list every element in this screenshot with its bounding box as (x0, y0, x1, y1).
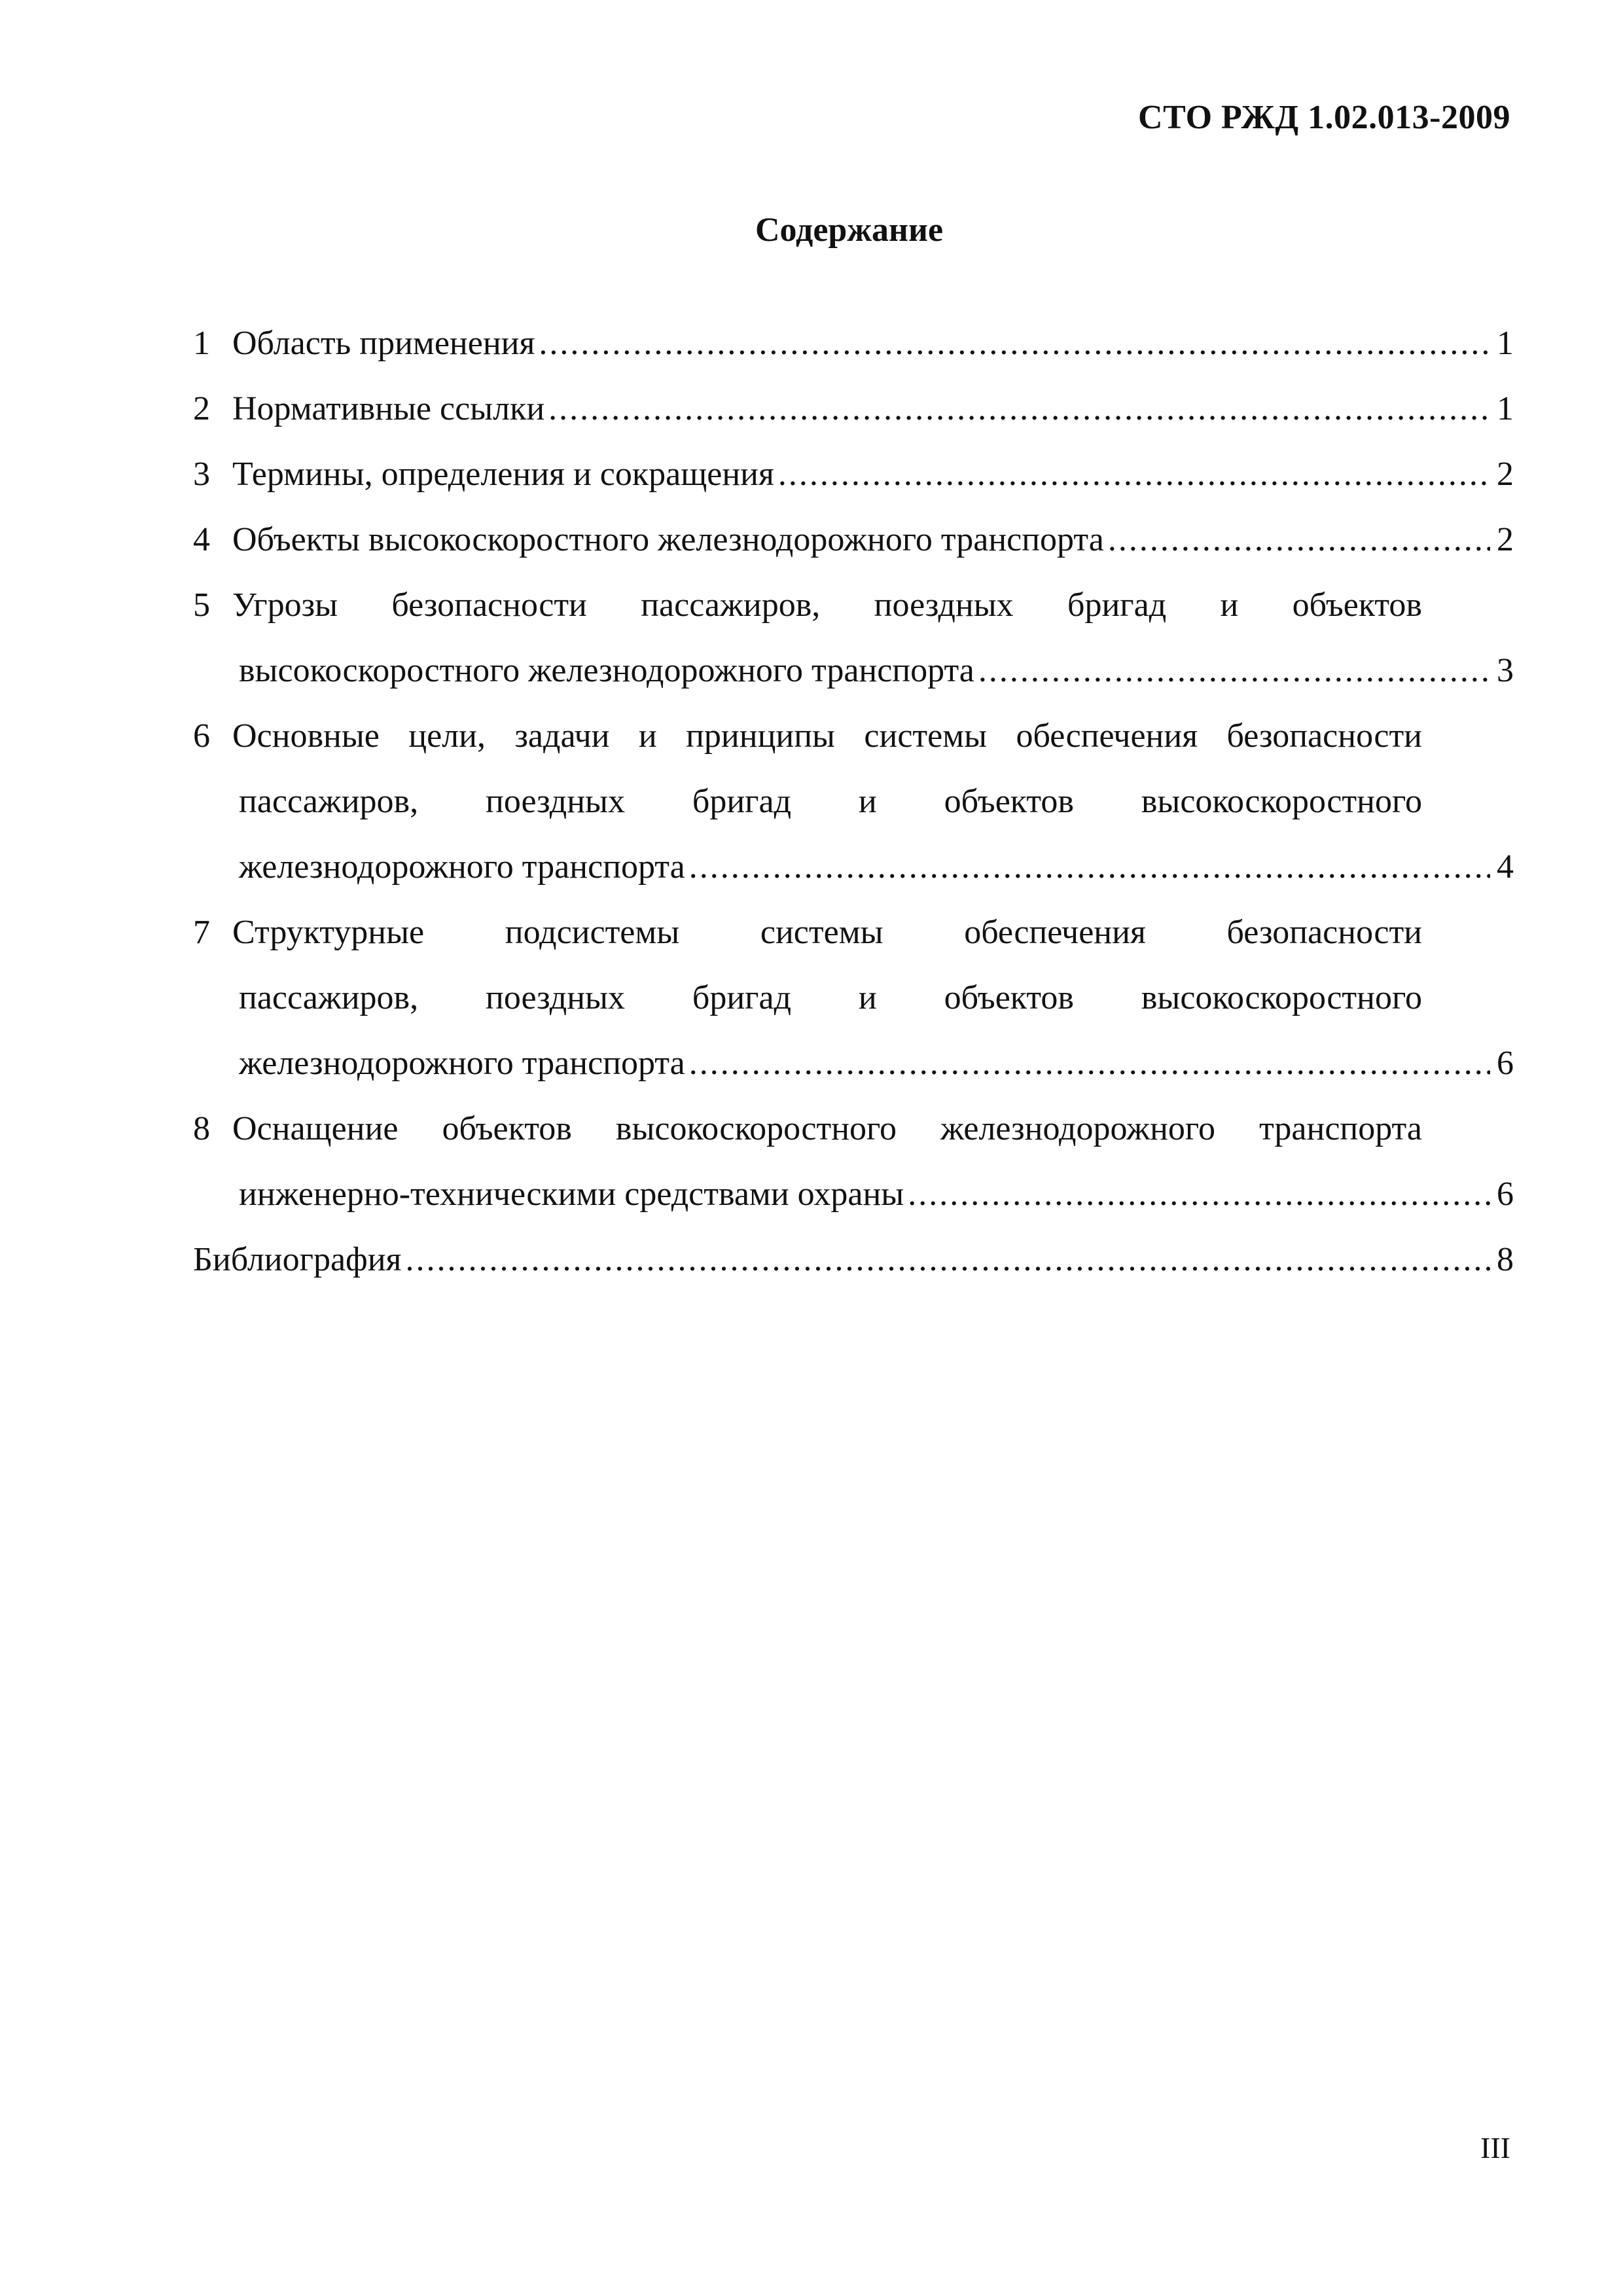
dot-leader (1108, 507, 1490, 573)
toc-entry-title-line: пассажиров, поездных бригад и объектов высокоскоростного (239, 979, 1422, 1016)
toc-entry-title-line: Угрозы безопасности пассажиров, поездных бригад и объектов (232, 586, 1422, 624)
toc-entry-title-line: железнодорожного транспорта (239, 848, 685, 886)
toc-entry-page: 2 (1497, 456, 1514, 493)
toc-entry-number: 6 (193, 717, 210, 755)
toc-entry-3[interactable] (193, 442, 1514, 507)
dot-leader (539, 311, 1490, 376)
toc-entry-number: 4 (193, 521, 210, 558)
toc-entry-1[interactable] (193, 311, 1514, 376)
toc-entry-title-line: Основные цели, задачи и принципы системы обеспечения безопасности (232, 717, 1422, 755)
toc-entry-number: 3 (193, 456, 210, 493)
dot-leader (689, 1031, 1490, 1096)
toc-entry-page: 1 (1497, 325, 1514, 362)
page-number: III (1480, 2131, 1510, 2164)
toc-entry-bibliography[interactable] (193, 1227, 1514, 1293)
toc-entry-title-line: инженерно-техническими средствами охраны (239, 1175, 904, 1213)
toc-entry-5[interactable] (193, 573, 1514, 704)
toc-entry-page: 4 (1497, 848, 1514, 886)
toc-entry-6[interactable] (193, 704, 1514, 900)
toc-title: Содержание (755, 211, 944, 249)
toc-entry-number: 8 (193, 1110, 210, 1147)
toc-entry-title: Область применения (232, 325, 535, 362)
toc-entry-title: Объекты высокоскоростного железнодорожного транспорта (232, 521, 1104, 558)
toc-entry-title-line: Структурные подсистемы системы обеспечения безопасности (232, 914, 1422, 951)
toc-entry-page: 8 (1497, 1241, 1514, 1278)
toc-entry-number: 7 (193, 914, 210, 951)
toc-entry-number: 5 (193, 586, 210, 624)
dot-leader (978, 638, 1490, 704)
toc-entry-page: 6 (1497, 1045, 1514, 1082)
toc-entry-page: 1 (1497, 390, 1514, 427)
toc-entry-8[interactable] (193, 1096, 1514, 1227)
toc-entry-7[interactable] (193, 900, 1514, 1096)
dot-leader (548, 376, 1490, 442)
toc-entry-title-line: высокоскоростного железнодорожного транспорта (239, 652, 974, 689)
dot-leader (778, 442, 1490, 507)
dot-leader (908, 1162, 1490, 1227)
toc-entry-title: Нормативные ссылки (232, 390, 545, 427)
toc-entry-page: 2 (1497, 521, 1514, 558)
toc-entry-number: 2 (193, 390, 210, 427)
toc-entry-number: 1 (193, 325, 210, 362)
toc-entry-title: Библиография (193, 1241, 402, 1278)
table-of-contents (193, 311, 1514, 1293)
dot-leader (689, 834, 1490, 900)
dot-leader (405, 1227, 1490, 1293)
toc-entry-title-line: Оснащение объектов высокоскоростного железнодорожного транспорта (232, 1110, 1422, 1147)
toc-entry-page: 3 (1497, 652, 1514, 689)
toc-entry-title-line: железнодорожного транспорта (239, 1045, 685, 1082)
toc-entry-4[interactable] (193, 507, 1514, 573)
toc-entry-title: Термины, определения и сокращения (232, 456, 774, 493)
toc-entry-page: 6 (1497, 1175, 1514, 1213)
toc-entry-2[interactable] (193, 376, 1514, 442)
toc-entry-title-line: пассажиров, поездных бригад и объектов высокоскоростного (239, 783, 1422, 820)
document-code: СТО РЖД 1.02.013-2009 (1138, 99, 1510, 136)
